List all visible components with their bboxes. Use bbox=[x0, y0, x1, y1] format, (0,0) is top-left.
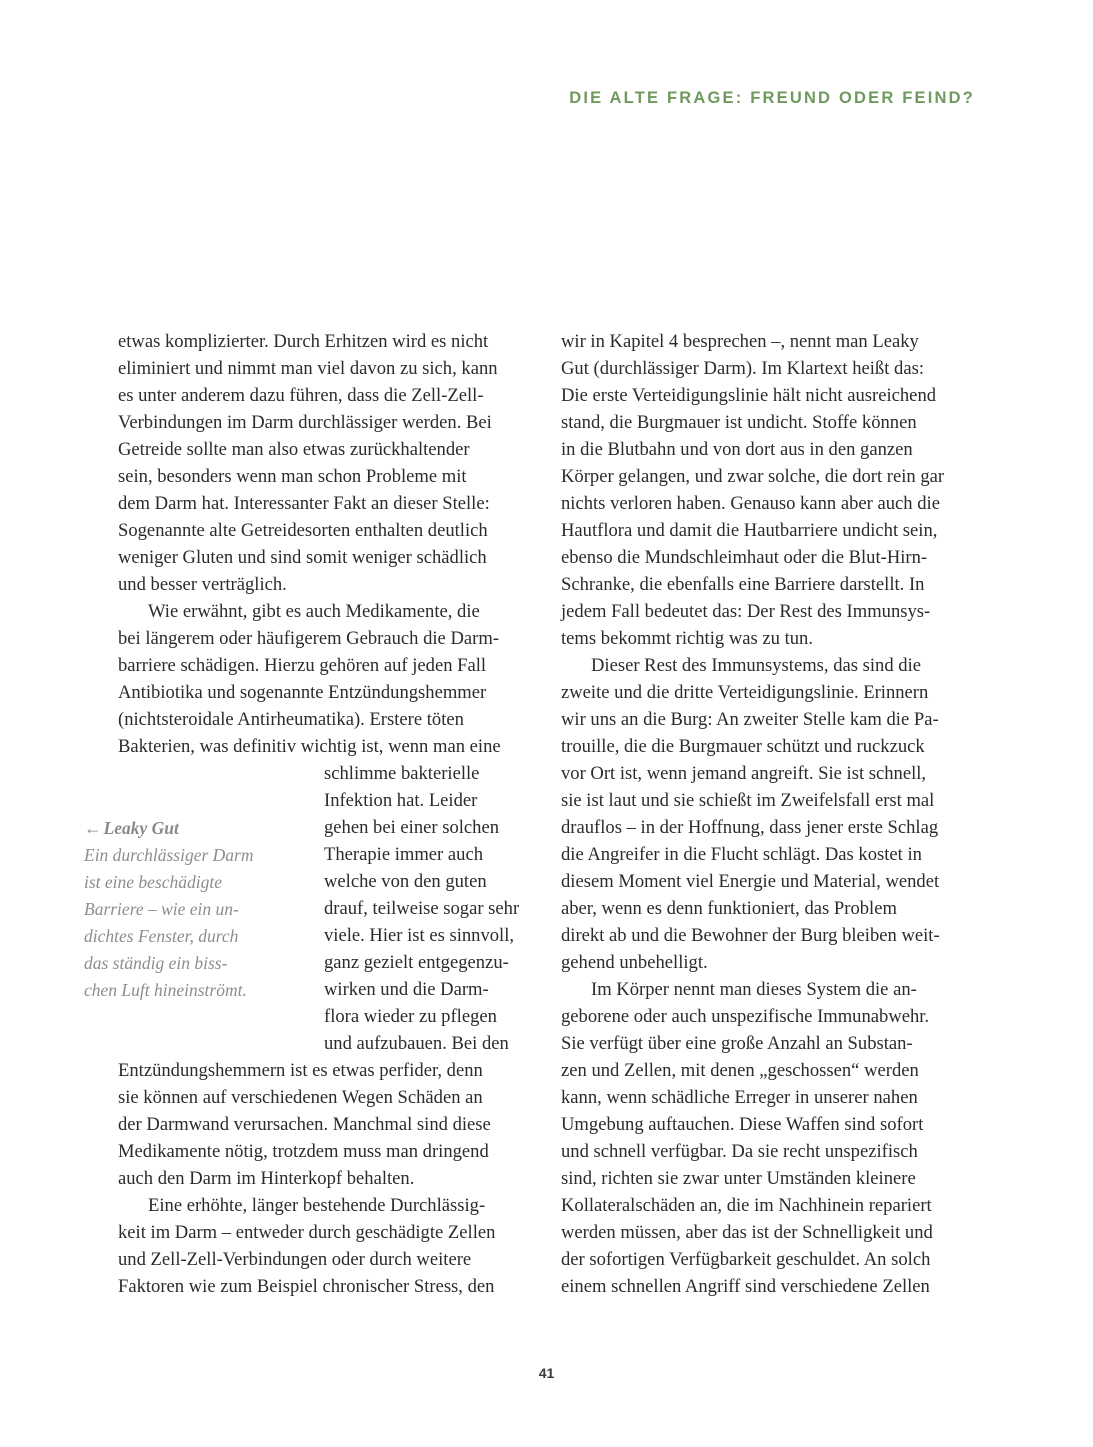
text-line: geborene oder auch unspezifische Immunabwehr. bbox=[561, 1006, 930, 1027]
text-line: drauflos – in der Hoffnung, dass jener erste Schlag bbox=[561, 817, 939, 838]
sidenote-line: ist eine beschädigte bbox=[84, 872, 223, 892]
text-line: Faktoren wie zum Beispiel chronischer Stress, den bbox=[118, 1276, 495, 1297]
text-line: es unter anderem dazu führen, dass die Zell-Zell- bbox=[118, 385, 484, 406]
sidenote-title-text: Leaky Gut bbox=[103, 818, 179, 838]
text-line: drauf, teilweise sogar sehr bbox=[324, 898, 520, 919]
text-line: weniger Gluten und sind somit weniger schädlich bbox=[118, 547, 487, 568]
text-line: Eine erhöhte, länger bestehende Durchlässig- bbox=[148, 1195, 486, 1216]
text-line: Infektion hat. Leider bbox=[324, 790, 478, 811]
text-line: welche von den guten bbox=[324, 871, 487, 892]
text-line: vor Ort ist, wenn jemand angreift. Sie ist schnell, bbox=[561, 763, 927, 784]
text-line: Im Körper nennt man dieses System die an- bbox=[591, 979, 917, 1000]
text-line: die Angreifer in die Flucht schlägt. Das kostet in bbox=[561, 844, 922, 865]
right-column bbox=[561, 328, 965, 1300]
text-line: sie ist laut und sie schießt im Zweifelsfall erst mal bbox=[561, 790, 935, 811]
text-line: eliminiert und nimmt man viel davon zu sich, kann bbox=[118, 358, 498, 379]
text-line: wir in Kapitel 4 besprechen –, nennt man Leaky bbox=[561, 331, 919, 352]
text-line: Entzündungshemmern ist es etwas perfider, denn bbox=[118, 1060, 483, 1081]
sidenote-line: Ein durchlässiger Darm bbox=[84, 845, 254, 865]
arrow-left-icon: ← bbox=[84, 818, 102, 838]
text-line: zweite und die dritte Verteidigungslinie. Erinnern bbox=[561, 682, 929, 703]
text-line: und Zell-Zell-Verbindungen oder durch weitere bbox=[118, 1249, 472, 1270]
text-line: Dieser Rest des Immunsystems, das sind die bbox=[591, 655, 922, 676]
sidenote-title bbox=[84, 815, 299, 842]
text-line: Gut (durchlässiger Darm). Im Klartext heißt das: bbox=[561, 358, 924, 379]
text-line: Getreide sollte man also etwas zurückhaltender bbox=[118, 439, 470, 460]
text-line: dem Darm hat. Interessanter Fakt an dieser Stelle: bbox=[118, 493, 490, 514]
text-line: einem schnellen Angriff sind verschiedene Zellen bbox=[561, 1276, 930, 1297]
text-line: Umgebung auftauchen. Diese Waffen sind sofort bbox=[561, 1114, 924, 1135]
sidenote-line: Barriere – wie ein un- bbox=[84, 899, 239, 919]
text-line: Verbindungen im Darm durchlässiger werden. Bei bbox=[118, 412, 492, 433]
text-line: wirken und die Darm- bbox=[324, 979, 489, 1000]
text-line: bei längerem oder häufigerem Gebrauch die Darm- bbox=[118, 628, 499, 649]
text-line: und besser verträglich. bbox=[118, 574, 287, 595]
text-line: aber, wenn es denn funktioniert, das Problem bbox=[561, 898, 897, 919]
text-line: Hautflora und damit die Hautbarriere undicht sein, bbox=[561, 520, 938, 541]
text-line: etwas komplizierter. Durch Erhitzen wird es nicht bbox=[118, 331, 489, 352]
text-line: in die Blutbahn und von dort aus in den ganzen bbox=[561, 439, 913, 460]
text-line: sein, besonders wenn man schon Probleme mit bbox=[118, 466, 467, 487]
text-line: nichts verloren haben. Genauso kann aber auch die bbox=[561, 493, 940, 514]
sidenote-line: chen Luft hineinströmt. bbox=[84, 980, 247, 1000]
text-line: der sofortigen Verfügbarkeit geschuldet. An solch bbox=[561, 1249, 931, 1270]
text-line: Kollateralschäden an, die im Nachhinein repariert bbox=[561, 1195, 932, 1216]
text-line: ganz gezielt entgegenzu- bbox=[324, 952, 509, 973]
text-line: werden müssen, aber das ist der Schnelligkeit und bbox=[561, 1222, 933, 1243]
text-line: schlimme bakterielle bbox=[324, 763, 480, 784]
running-head: DIE ALTE FRAGE: FREUND ODER FEIND? bbox=[569, 89, 975, 107]
text-line: auch den Darm im Hinterkopf behalten. bbox=[118, 1168, 415, 1189]
text-line: ebenso die Mundschleimhaut oder die Blut-Hirn- bbox=[561, 547, 928, 568]
sidenote-leaky-gut bbox=[84, 815, 299, 1004]
text-line: viele. Hier ist es sinnvoll, bbox=[324, 925, 515, 946]
left-column bbox=[118, 328, 528, 1300]
text-line: sind, richten sie zwar unter Umständen kleinere bbox=[561, 1168, 916, 1189]
page-number: 41 bbox=[538, 1365, 555, 1381]
text-line: Antibiotika und sogenannte Entzündungshemmer bbox=[118, 682, 487, 703]
text-line: diesem Moment viel Energie und Material, wendet bbox=[561, 871, 940, 892]
text-line: Therapie immer auch bbox=[324, 844, 484, 865]
text-line: Bakterien, was definitiv wichtig ist, wenn man eine bbox=[118, 736, 501, 757]
sidenote-line: das ständig ein biss- bbox=[84, 953, 228, 973]
text-line: Sie verfügt über eine große Anzahl an Substan- bbox=[561, 1033, 913, 1054]
text-line: barriere schädigen. Hierzu gehören auf jeden Fall bbox=[118, 655, 487, 676]
text-line: jedem Fall bedeutet das: Der Rest des Immunsys- bbox=[561, 601, 931, 622]
text-line: der Darmwand verursachen. Manchmal sind diese bbox=[118, 1114, 491, 1135]
text-line: wir uns an die Burg: An zweiter Stelle kam die Pa- bbox=[561, 709, 939, 730]
text-line: und aufzubauen. Bei den bbox=[324, 1033, 509, 1054]
text-line: gehend unbehelligt. bbox=[561, 952, 708, 973]
text-line: Körper gelangen, und zwar solche, die dort rein gar bbox=[561, 466, 945, 487]
text-line: und schnell verfügbar. Da sie recht unspezifisch bbox=[561, 1141, 918, 1162]
text-line: gehen bei einer solchen bbox=[324, 817, 500, 838]
text-line: keit im Darm – entweder durch geschädigte Zellen bbox=[118, 1222, 496, 1243]
text-line: zen und Zellen, mit denen „geschossen“ werden bbox=[561, 1060, 919, 1081]
text-line: Medikamente nötig, trotzdem muss man dringend bbox=[118, 1141, 489, 1162]
text-line: flora wieder zu pflegen bbox=[324, 1006, 497, 1027]
text-line: Wie erwähnt, gibt es auch Medikamente, die bbox=[148, 601, 480, 622]
text-line: Schranke, die ebenfalls eine Barriere darstellt. In bbox=[561, 574, 925, 595]
text-line: tems bekommt richtig was zu tun. bbox=[561, 628, 814, 649]
text-line: trouille, die die Burgmauer schützt und ruckzuck bbox=[561, 736, 925, 757]
text-line: sie können auf verschiedenen Wegen Schäden an bbox=[118, 1087, 483, 1108]
text-line: direkt ab und die Bewohner der Burg bleiben weit- bbox=[561, 925, 940, 946]
sidenote-line: dichtes Fenster, durch bbox=[84, 926, 239, 946]
text-line: kann, wenn schädliche Erreger in unserer nahen bbox=[561, 1087, 918, 1108]
text-line: stand, die Burgmauer ist undicht. Stoffe können bbox=[561, 412, 917, 433]
text-line: Sogenannte alte Getreidesorten enthalten deutlich bbox=[118, 520, 488, 541]
text-line: Die erste Verteidigungslinie hält nicht ausreichend bbox=[561, 385, 937, 406]
text-line: (nichtsteroidale Antirheumatika). Erstere töten bbox=[118, 709, 464, 730]
